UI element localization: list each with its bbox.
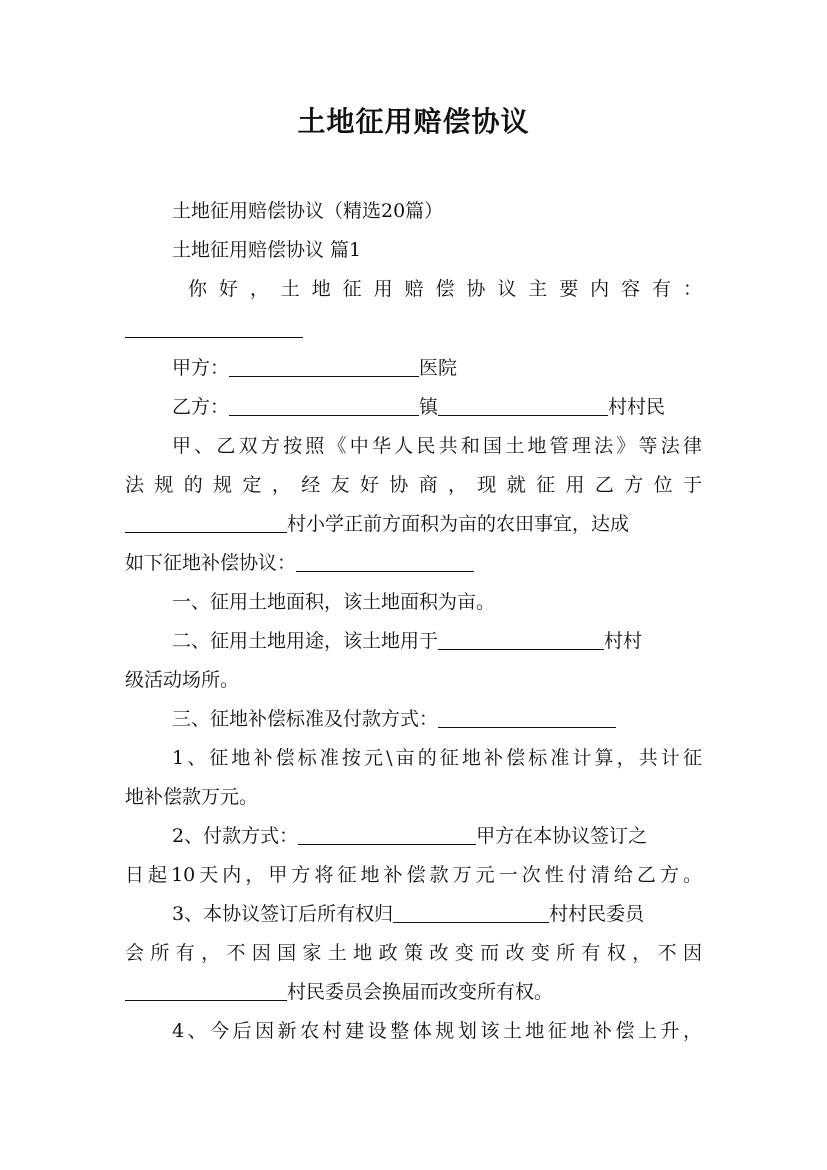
clause-2-line <box>172 628 702 654</box>
paragraph-line <box>125 979 702 1005</box>
fill-in-blank <box>125 514 287 533</box>
fill-in-blank <box>438 631 604 650</box>
fill-in-blank <box>125 319 303 338</box>
paragraph-line: 土地征用赔偿协议 篇1 <box>172 239 362 261</box>
party-b-label: 乙方： <box>172 396 230 418</box>
fill-in-blank <box>438 397 608 416</box>
paragraph-line: 你好，土地征用赔偿协议主要内容有： <box>188 278 702 300</box>
paragraph-line: 地补偿款万元。 <box>125 786 259 808</box>
paragraph-text: 村民委员会换届而改变所有权。 <box>287 981 554 1003</box>
ownership-line <box>172 901 702 927</box>
paragraph-line: 级活动场所。 <box>125 669 240 691</box>
paragraph-line <box>125 316 702 342</box>
paragraph-line: 土地征用赔偿协议（精选20篇） <box>172 200 444 222</box>
party-a-line <box>172 355 702 381</box>
fill-in-blank <box>296 553 474 572</box>
party-b-line <box>172 394 702 420</box>
fill-in-blank <box>393 904 549 923</box>
paragraph-line: 甲、乙双方按照《中华人民共和国土地管理法》等法律 <box>172 435 702 457</box>
paragraph-text: 三、征地补偿标准及付款方式： <box>172 708 439 730</box>
paragraph-text: 二、征用土地用途，该土地用于 <box>172 630 439 652</box>
document-title: 土地征用赔偿协议 <box>297 105 530 138</box>
paragraph-text: 如下征地补偿协议： <box>125 552 297 574</box>
paragraph-text: 村小学正前方面积为亩的农田事宜，达成 <box>287 513 630 535</box>
paragraph-text: 2、付款方式： <box>172 825 299 847</box>
paragraph-text: 3、本协议签订后所有权归 <box>172 903 394 925</box>
party-a-suffix: 医院 <box>419 357 458 379</box>
party-b-town: 镇 <box>419 396 439 418</box>
fill-in-blank <box>298 826 476 845</box>
fill-in-blank <box>229 397 419 416</box>
fill-in-blank <box>438 709 616 728</box>
paragraph-line: 4、今后因新农村建设整体规划该土地征地补偿上升， <box>172 1020 702 1042</box>
payment-line <box>172 823 702 849</box>
paragraph-line: 1、征地补偿标准按元\亩的征地补偿标准计算，共计征 <box>172 747 702 769</box>
clause-1: 一、征用土地面积，该土地面积为亩。 <box>172 591 496 613</box>
paragraph-text: 村村民委员 <box>549 903 645 925</box>
paragraph-line <box>125 511 702 537</box>
party-b-suffix: 村村民 <box>608 396 666 418</box>
fill-in-blank <box>229 358 419 377</box>
paragraph-line <box>125 550 702 576</box>
party-a-label: 甲方： <box>172 357 230 379</box>
paragraph-text: 村村 <box>604 630 643 652</box>
paragraph-line: 会所有，不因国家土地政策改变而改变所有权，不因 <box>125 942 702 964</box>
paragraph-line: 法规的规定，经友好协商，现就征用乙方位于 <box>125 474 702 496</box>
clause-3-line <box>172 706 702 732</box>
paragraph-text: 甲方在本协议签订之 <box>476 825 648 847</box>
fill-in-blank <box>125 982 287 1001</box>
paragraph-line: 日起10天内，甲方将征地补偿款万元一次性付清给乙方。 <box>125 864 702 886</box>
